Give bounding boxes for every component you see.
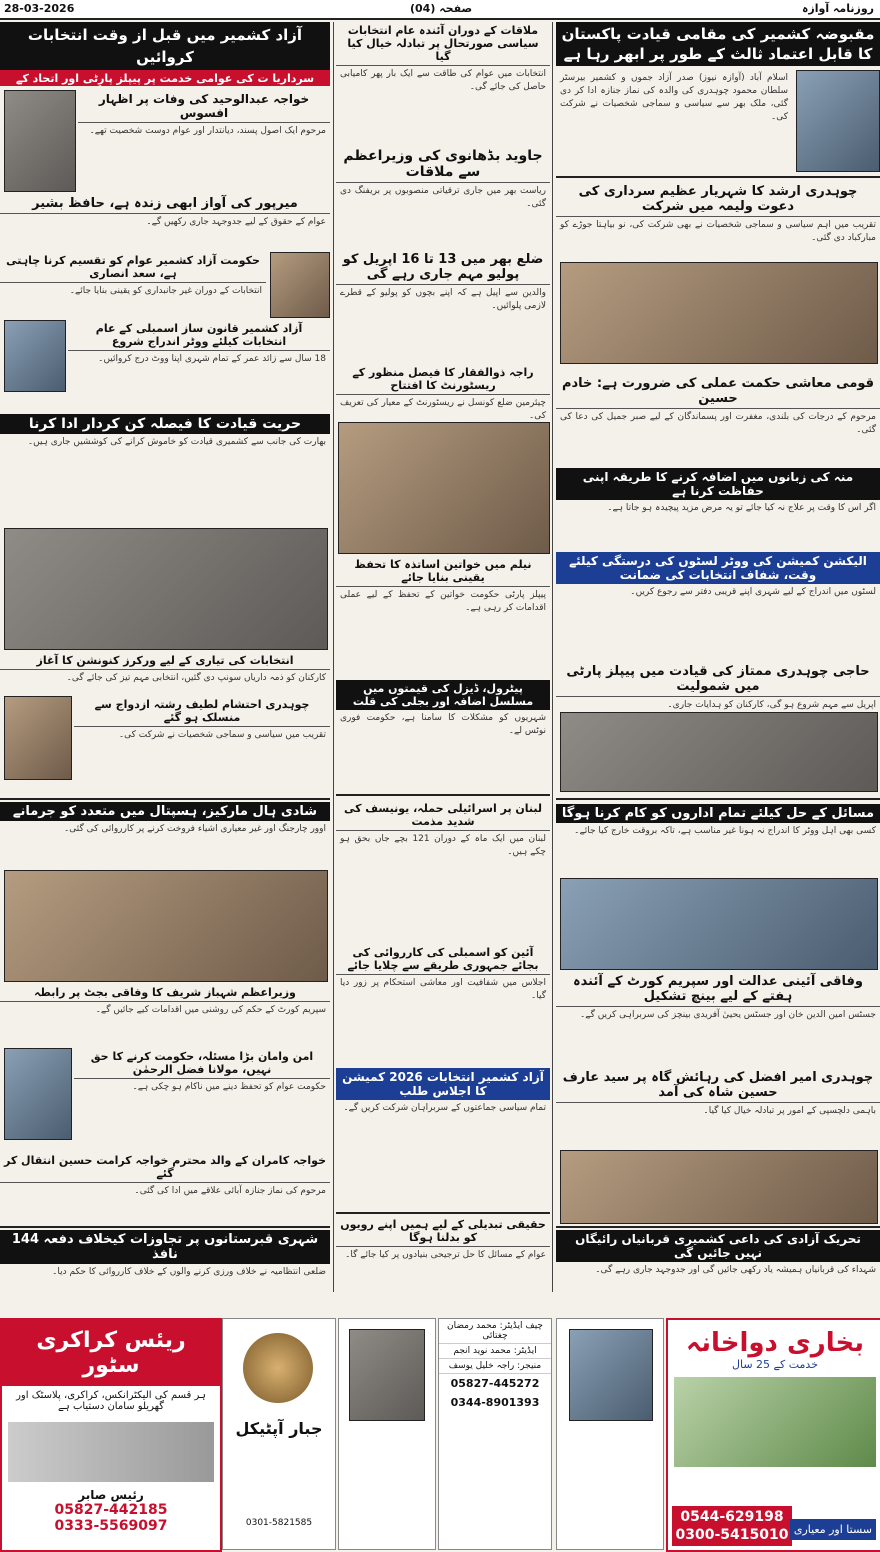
story-5-headline: حاجی چوہدری ممتاز کی قیادت میں پیپلز پارٹی میں شمولیت xyxy=(556,662,880,697)
c-story-7 xyxy=(336,800,550,940)
portrait-photo-5 xyxy=(349,1329,425,1421)
l-story-8-headline: امن وامان بڑا مسئلہ، حکومت کرنے کا حق نہیں، مولانا فضل الرحمٰن xyxy=(74,1048,330,1079)
l-story-8-body: حکومت عوام کو تحفظ دینے میں ناکام ہو چکی ہے۔ xyxy=(132,1082,326,1092)
c-story-5-body: پیپلز پارٹی حکومت خواتین کے تحفظ کے لیے عملی اقدامات کر رہی ہے۔ xyxy=(340,590,546,613)
l-bottom-headline: شہری قبرستانوں پر تجاوزات کیخلاف دفعہ 144 نافذ xyxy=(0,1230,330,1264)
c-story-8-body: اجلاس میں شفافیت اور معاشی استحکام پر زور دیا گیا۔ xyxy=(340,978,546,1001)
lead-body: اسلام آباد (آوازہ نیوز) صدر آزاد جموں و کشمیر بیرسٹر سلطان محمود چوہدری کی والدہ کی نماز جنازہ ادا کر دی گئی، ملک بھر سے سیاسی و سماجی شخصیات نے شرکت کی۔ xyxy=(560,73,788,122)
store-products-image xyxy=(8,1422,214,1482)
store-description: ہر قسم کی الیکٹرانکس، کراکری، پلاسٹک اور گھریلو سامان دستیاب ہے xyxy=(16,1390,206,1412)
story-6 xyxy=(556,972,880,1064)
column-body: اگر اس کا وقت پر علاج نہ کیا جائے تو یہ مرض مزید پیچیدہ ہو جاتا ہے۔ xyxy=(607,503,876,513)
c-story-5 xyxy=(336,556,550,676)
l-lead xyxy=(0,22,330,86)
pharmacy-ad xyxy=(666,1318,880,1552)
c-story-6-body: شہریوں کو مشکلات کا سامنا ہے، حکومت فوری نوٹس لے۔ xyxy=(340,713,546,736)
l-story-6-headline: چوہدری احتشام لطیف رشتہ ازدواج سے منسلک ہو گئے xyxy=(74,696,330,727)
store-phone-1: 05827-442185 xyxy=(54,1502,168,1518)
filler-box xyxy=(338,1318,436,1550)
c-story-4 xyxy=(336,364,550,420)
story-7-headline: چوہدری امیر افضل کی رہائش گاہ پر سید عارف حسین شاہ کی آمد xyxy=(556,1068,880,1103)
pharmacy-name: بخاری دواخانہ xyxy=(685,1328,865,1358)
optical-ad xyxy=(222,1318,336,1550)
c-story-2-headline: جاوید بڈھانوی کی وزیراعظم سے ملاقات xyxy=(336,146,550,183)
c-story-5-headline: نیلم میں خواتین اساتذہ کا تحفظ یقینی بنایا جائے xyxy=(336,556,550,587)
column-headline: منہ کی زبانوں میں اضافہ کرنے کا طریقہ اپنی حفاظت کرنا ہے xyxy=(556,468,880,500)
l-story-9-headline: خواجہ کامران کے والد محترم خواجہ کرامت حسین انتقال کر گئے xyxy=(0,1152,330,1183)
c-story-2-body: ریاست بھر میں جاری ترقیاتی منصوبوں پر بریفنگ دی گئی۔ xyxy=(340,186,546,209)
c-story-1 xyxy=(336,22,550,142)
meeting-photo xyxy=(560,712,878,792)
l-lead-headline: آزاد کشمیر میں قبل از وقت انتخابات کروائیں xyxy=(0,22,330,70)
editor: ایڈیٹر: محمد نوید انجم xyxy=(439,1344,551,1359)
c-story-7-body: لبنان میں ایک ماہ کے دوران 121 بچے جاں بحق ہو چکے ہیں۔ xyxy=(340,834,546,857)
manager: منیجر: راجہ خلیل یوسف xyxy=(439,1359,551,1374)
bottom-headline: تحریک آزادی کی داعی کشمیری قربانیاں رائیگاں نہیں جائیں گی xyxy=(556,1230,880,1262)
c-story-3-body: والدین سے اپیل ہے کہ اپنے بچوں کو پولیو کے قطرے لازمی پلوائیں۔ xyxy=(340,288,546,311)
crockery-store-ad xyxy=(0,1318,222,1552)
guests-photo xyxy=(560,1150,878,1224)
divider xyxy=(556,798,880,800)
l-story-7 xyxy=(0,984,330,1044)
l-story-3 xyxy=(0,252,266,316)
masthead-bar xyxy=(0,0,880,20)
store-owner: رئیس صابر xyxy=(78,1488,144,1502)
c-story-6-headline: پیٹرول، ڈیزل کی قیمتوں میں مسلسل اضافہ اور بجلی کی قلت xyxy=(336,680,550,710)
lead-headline: مقبوضہ کشمیر کی مقامی قیادت پاکستان کا قابل اعتماد ثالث کے طور پر ابھر رہا ہے xyxy=(556,22,880,66)
issue-date: 28-03-2026 xyxy=(4,2,75,15)
l-story-4-body: 18 سال سے زائد عمر کے تمام شہری اپنا ووٹ درج کروائیں۔ xyxy=(98,354,326,364)
story-6-headline: وفاقی آئینی عدالت اور سپریم کورٹ کے آئندہ ہفتے کے لیے بینچ تشکیل xyxy=(556,972,880,1007)
story-3 xyxy=(556,374,880,464)
l-story-6-body: تقریب میں سیاسی و سماجی شخصیات نے شرکت کی۔ xyxy=(118,730,326,740)
l-column-2 xyxy=(0,802,330,866)
divider xyxy=(556,176,880,178)
l-story-7-body: سپریم کورٹ کے حکم کی روشنی میں اقدامات کیے جائیں گے۔ xyxy=(95,1005,326,1015)
c-story-8-headline: آئین کو اسمبلی کی کارروائی کی بجائے جمہوری طریقے سے چلایا جائے xyxy=(336,944,550,975)
event-photo xyxy=(560,262,878,364)
pharmacy-phone-2: 0300-5415010 xyxy=(675,1527,789,1543)
l-column-2-body: اوور چارجنگ اور غیر معیاری اشیاء فروخت کرنے پر کارروائی کی گئی۔ xyxy=(64,824,326,834)
story-4-headline: الیکشن کمیشن کی ووٹر لسٹوں کی درستگی کیلئے وقت، شفاف انتخابات کی ضمانت xyxy=(556,552,880,584)
bottom-story xyxy=(556,1230,880,1316)
filler-box-2 xyxy=(556,1318,664,1550)
pharmacy-tagline: خدمت کے 25 سال xyxy=(731,1358,818,1371)
l-story-2 xyxy=(0,194,330,250)
portrait-photo-3 xyxy=(4,696,72,780)
clock-icon xyxy=(243,1333,313,1403)
l-story-8 xyxy=(74,1048,330,1148)
l-story-5 xyxy=(0,652,330,692)
l-story-3-body: انتخابات کے دوران غیر جانبداری کو یقینی بنایا جائے۔ xyxy=(69,286,262,296)
divider xyxy=(336,794,550,796)
column-piece xyxy=(556,468,880,548)
l-story-5-body: کارکنان کو ذمہ داریاں سونپ دی گئیں، انتخابی مہم تیز کی جائے گی۔ xyxy=(66,673,326,683)
lead-story xyxy=(556,70,792,170)
c-story-9-body: تمام سیاسی جماعتوں کے سربراہان شرکت کریں گے۔ xyxy=(343,1103,546,1113)
l-story-2-headline: میرپور کی آواز ابھی زندہ ہے، حافظ بشیر xyxy=(0,194,330,214)
c-story-9 xyxy=(336,1068,550,1208)
inspection-photo xyxy=(4,870,328,982)
pharmacy-badge: سستا اور معیاری xyxy=(790,1519,876,1540)
story-2-body: تقریب میں اہم سیاسی و سماجی شخصیات نے بھی شرکت کی، نو بیاہتا جوڑے کو مبارکباد دی گئی۔ xyxy=(560,220,876,243)
c-story-10 xyxy=(336,1216,550,1316)
c-story-3-headline: ضلع بھر میں 13 تا 16 اپریل کو پولیو مہم جاری رہے گی xyxy=(336,250,550,285)
story-7-body: باہمی دلچسپی کے امور پر تبادلہ خیال کیا گیا۔ xyxy=(703,1106,876,1116)
l-story-3-headline: حکومت آزاد کشمیر عوام کو تقسیم کرنا چاہتی ہے، سعد انصاری xyxy=(0,252,266,283)
l-column xyxy=(0,414,330,524)
c-story-10-headline: حقیقی تبدیلی کے لیے ہمیں اپنے رویوں کو بدلنا ہوگا xyxy=(336,1216,550,1247)
pharmacy-phone-1: 0544-629198 xyxy=(680,1509,784,1525)
office-photo xyxy=(560,878,878,970)
c-story-8 xyxy=(336,944,550,1064)
optical-phone: 0301-5821585 xyxy=(245,1518,313,1528)
store-name: ریئس کراکری سٹور xyxy=(2,1320,220,1386)
portrait-photo-6 xyxy=(569,1329,653,1421)
story-3-body: مرحوم کے درجات کی بلندی، مغفرت اور پسماندگان کے لیے صبر جمیل کی دعا کی گئی۔ xyxy=(560,412,876,435)
obit-story xyxy=(78,90,330,190)
l-story-9 xyxy=(0,1152,330,1222)
obit-photo xyxy=(4,90,76,192)
c-story-4-headline: راجہ ذوالفقار کا فیصل منظور کے ریسٹورنٹ کا افتتاح xyxy=(336,364,550,395)
chief-editor: چیف ایڈیٹر: محمد رمضان چغتائی xyxy=(439,1319,551,1344)
c-story-10-body: عوام کے مسائل کا حل ترجیحی بنیادوں پر کیا جائے گا۔ xyxy=(345,1250,546,1260)
story-5-body: اپریل سے مہم شروع ہو گی، کارکنان کو ہدایات جاری۔ xyxy=(667,700,876,710)
column-piece-2 xyxy=(556,804,880,874)
obit-body: مرحوم ایک اصول پسند، دیانتدار اور عوام دوست شخصیت تھے۔ xyxy=(89,126,326,136)
divider xyxy=(0,798,330,800)
portrait-photo-4 xyxy=(4,1048,72,1140)
column-divider xyxy=(333,22,334,1292)
press-conference-photo xyxy=(4,528,328,650)
l-story-7-headline: وزیراعظم شہباز شریف کا وفاقی بجٹ پر رابطہ xyxy=(0,984,330,1002)
l-story-4 xyxy=(68,320,330,410)
bottom-body: شہداء کی قربانیاں ہمیشہ یاد رکھی جائیں گی اور جدوجہد جاری رہے گی۔ xyxy=(595,1265,876,1275)
divider xyxy=(336,1212,550,1214)
l-story-2-body: عوام کے حقوق کے لیے جدوجہد جاری رکھیں گے۔ xyxy=(146,217,326,227)
imprint-phone-2: 0344-8901393 xyxy=(450,1396,540,1409)
lead-headline-box xyxy=(556,22,880,66)
c-story-6 xyxy=(336,680,550,790)
newspaper-name: روزنامہ آوازہ xyxy=(801,2,874,15)
portrait-photo xyxy=(270,252,330,318)
l-column-body: بھارت کی جانب سے کشمیری قیادت کو خاموش کرانے کی کوششیں جاری ہیں۔ xyxy=(27,437,326,447)
page-number: صفحہ (04) xyxy=(410,2,473,15)
column-2-body: کسی بھی اہل ووٹر کا اندراج نہ ہونا غیر مناسب ہے، تاکہ بروقت خارج کیا جائے۔ xyxy=(574,826,876,836)
lead-photo xyxy=(796,70,880,172)
story-4-body: لسٹوں میں اندراج کے لیے شہری اپنے قریبی دفتر سے رجوع کریں۔ xyxy=(630,587,876,597)
column-2-headline: مسائل کے حل کیلئے تمام اداروں کو کام کرنا ہوگا xyxy=(556,804,880,823)
l-story-6 xyxy=(74,696,330,796)
l-lead-subheadline: سرداریا ت کی عوامی خدمت پر پیپلز پارٹی اور اتحاد کے xyxy=(0,70,330,86)
l-bottom-story xyxy=(0,1230,330,1316)
story-3-headline: قومی معاشی حکمت عملی کی ضرورت ہے: خادم حسین xyxy=(556,374,880,409)
divider xyxy=(556,1226,880,1228)
optical-name: جبار آپٹیکل xyxy=(235,1419,323,1438)
imprint-box xyxy=(438,1318,552,1550)
l-story-4-headline: آزاد کشمیر قانون ساز اسمبلی کے عام انتخابات کیلئے ووٹر اندراج شروع xyxy=(68,320,330,351)
c-story-4-body: چیئرمین ضلع کونسل نے ریسٹورنٹ کے معیار کی تعریف کی۔ xyxy=(340,398,546,420)
obit-headline: خواجہ عبدالوحید کی وفات پر اظہار افسوس xyxy=(78,90,330,123)
c-story-9-headline: آزاد کشمیر انتخابات 2026 کمیشن کا اجلاس طلب xyxy=(336,1068,550,1100)
story-7 xyxy=(556,1068,880,1148)
l-story-5-headline: انتخابات کی تیاری کے لیے ورکرز کنونشن کا آغاز xyxy=(0,652,330,670)
store-phone-2: 0333-5569097 xyxy=(54,1518,168,1534)
l-story-9-body: مرحوم کی نماز جنازہ آبائی علاقے میں ادا کی گئی۔ xyxy=(134,1186,326,1196)
pharmacy-phones xyxy=(672,1506,792,1546)
l-column-headline: حریت قیادت کا فیصلہ کن کردار ادا کرنا xyxy=(0,414,330,434)
c-story-3 xyxy=(336,250,550,360)
story-2-headline: چوہدری ارشد کا شہریار عظیم سرداری کی دعوت ولیمہ میں شرکت xyxy=(556,182,880,217)
divider xyxy=(0,1226,330,1228)
restaurant-photo xyxy=(338,422,550,554)
imprint-phone-1: 05827-445272 xyxy=(450,1377,540,1390)
story-4 xyxy=(556,552,880,658)
c-story-7-headline: لبنان پر اسرائیلی حملہ، یونیسف کی شدید مذمت xyxy=(336,800,550,831)
c-story-1-headline: ملاقات کے دوران آئندہ عام انتخابات سیاسی صورتحال پر تبادلہ خیال کیا گیا xyxy=(336,22,550,66)
l-bottom-body: ضلعی انتظامیہ نے خلاف ورزی کرنے والوں کے خلاف کارروائی کا حکم دیا۔ xyxy=(52,1267,326,1277)
column-divider xyxy=(552,22,553,1292)
c-story-2 xyxy=(336,146,550,246)
pharmacy-products-image xyxy=(674,1377,876,1467)
c-story-1-body: انتخابات میں عوام کی طاقت سے ایک بار پھر کامیابی حاصل کی جائے گی۔ xyxy=(340,69,546,92)
story-6-body: جسٹس امین الدین خان اور جسٹس یحییٰ آفریدی بینچز کی سربراہی کریں گے۔ xyxy=(580,1010,876,1020)
portrait-photo-2 xyxy=(4,320,66,392)
l-column-2-headline: شادی ہال مارکیز، ہسپتال میں متعدد کو جرمانے xyxy=(0,802,330,821)
